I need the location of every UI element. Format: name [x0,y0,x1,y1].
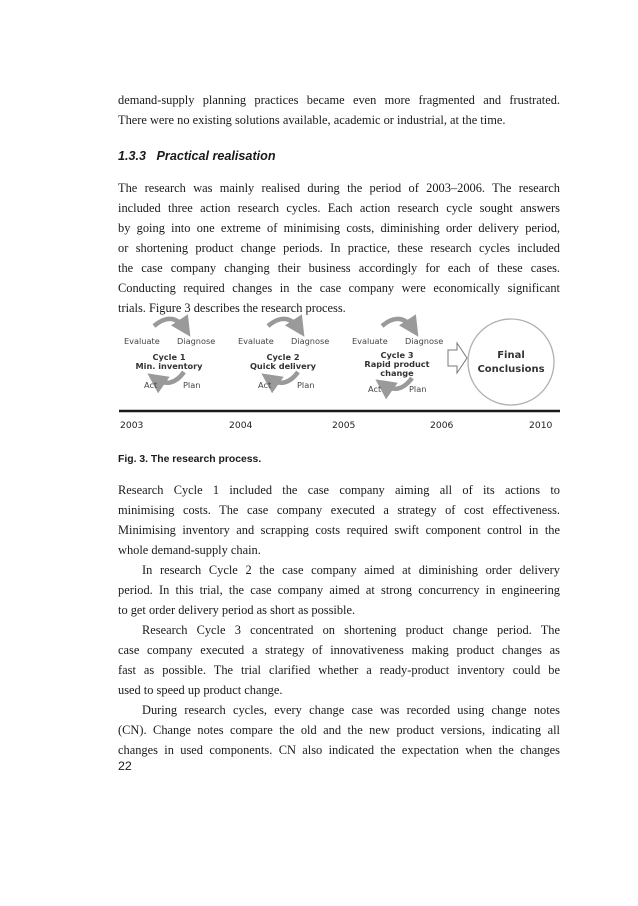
cycle-2-diagram [238,319,329,390]
final-conclusions-line-2: Conclusions [477,364,545,375]
cycle-2-subtitle: Quick delivery [249,361,317,371]
cycle-3-subtitle: Rapid product [364,359,430,369]
cycle-1-diagram [124,319,215,390]
cycle-1-arrow-bottom-icon [154,372,184,383]
transition-arrow-icon [448,343,467,373]
cycles-line-9: case company executed a strategy of innovativeness making product changes as [118,643,560,657]
cycle-3-act-label: Act [368,384,382,394]
section-heading [118,149,276,163]
cycles-line-10: fast as possible. The trial clarified whether a ready-product inventory could be [118,663,560,677]
cycles-line-3: Minimising inventory and scrapping costs required swift component control in the [118,523,560,537]
cycle-1-act-label: Act [144,380,158,390]
cycles-line-14: changes in used components. CN also indicated the expectation when the changes [118,743,560,757]
cycle-3-plan-label: Plan [409,384,427,394]
cycles-line-13: (CN). Change notes compare the old and the new product versions, indicating all [118,723,560,737]
year-2004-label: 2004 [229,420,253,431]
cycle-1-title: Cycle 1 [152,352,186,362]
cycle-3-title: Cycle 3 [380,350,414,360]
cycle-2-arrow-top-icon [268,319,300,330]
cycle-2-evaluate-label: Evaluate [238,336,274,346]
year-2006-label: 2006 [430,420,454,431]
year-2010-label: 2010 [529,420,553,431]
cycle-3-arrow-top-icon [382,319,414,330]
cycle-3-arrow-bottom-icon [382,378,412,389]
research-process-figure [116,310,566,434]
section-number: 1.3.3 [118,149,147,163]
cycle-3-subtitle-line-2: change [380,368,414,378]
cycle-1-subtitle: Min. inventory [135,361,203,371]
cycles-line-7: to get order delivery period as short as possible. [118,603,356,617]
cycle-2-plan-label: Plan [297,380,315,390]
cycle-2-arrow-bottom-icon [268,372,298,383]
research-line-5: the case company changing their business accordingly for each of these cases. [118,261,560,275]
cycle-3-diagnose-label: Diagnose [405,336,444,346]
research-line-1: The research was mainly realised during the period of 2003–2006. The research [118,181,560,195]
cycle-1-arrow-top-icon [154,319,186,330]
cycles-line-8: Research Cycle 3 concentrated on shortening product change period. The [142,623,560,637]
figure-caption: Fig. 3. The research process. [118,454,262,465]
section-title: Practical realisation [156,149,276,163]
year-2003-label: 2003 [120,420,144,431]
research-paragraph [118,178,560,318]
year-2005-label: 2005 [332,420,356,431]
cycles-line-6: period. In this trial, the case company aimed at strong concurrency in engineering [118,583,560,597]
cycle-3-diagram [352,319,443,394]
cycle-3-evaluate-label: Evaluate [352,336,388,346]
cycle-2-act-label: Act [258,380,272,390]
final-conclusions-circle [468,319,554,405]
cycles-line-12: During research cycles, every change case was recorded using change notes [142,703,560,717]
page-number: 22 [118,759,132,773]
cycle-2-title: Cycle 2 [266,352,300,362]
cycles-line-11: used to speed up product change. [118,683,283,697]
cycles-paragraph [118,480,560,760]
cycles-line-4: whole demand-supply chain. [118,543,261,557]
cycles-line-1: Research Cycle 1 included the case company aiming all of its actions to [118,483,560,497]
cycle-1-evaluate-label: Evaluate [124,336,160,346]
research-line-7: trials. Figure 3 describes the research process. [118,301,346,315]
cycle-2-diagnose-label: Diagnose [291,336,330,346]
cycle-1-diagnose-label: Diagnose [177,336,216,346]
cycles-line-2: minimising costs. The case company executed a strategy of cost effectiveness. [118,503,560,517]
intro-line-1: demand-supply planning practices became even more fragmented and frustrated. [118,93,560,107]
final-conclusions-line-1: Final [497,350,525,361]
intro-line-2: There were no existing solutions available, academic or industrial, at the time. [118,113,506,127]
cycles-line-5: In research Cycle 2 the case company aimed at diminishing order delivery [142,563,560,577]
cycle-1-plan-label: Plan [183,380,201,390]
research-line-3: by going into one extreme of minimising costs, diminishing order delivery period, [118,221,560,235]
research-line-4: or shortening product change periods. In practice, these research cycles included [118,241,560,255]
intro-paragraph [118,90,560,130]
research-line-6: Conducting required changes in the case company were economically significant [118,281,560,295]
research-line-2: included three action research cycles. Each action research cycle sought answers [118,201,560,215]
